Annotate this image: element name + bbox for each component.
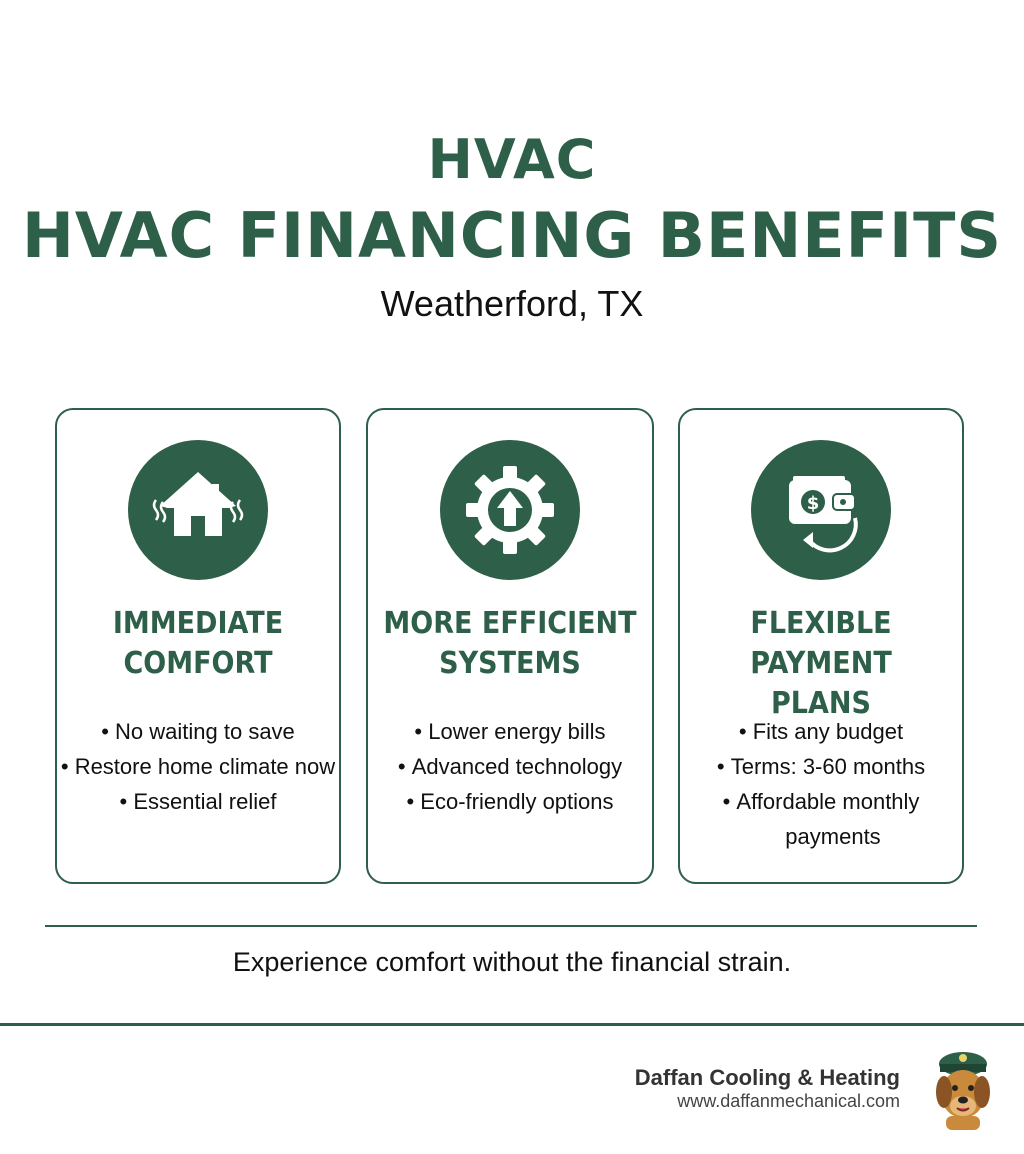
list-item: • Terms: 3-60 months [680, 749, 962, 784]
card-title [71, 604, 325, 684]
card-title-line: COMFORT [123, 646, 273, 681]
benefit-list [680, 714, 962, 854]
list-item-continuation: payments [785, 824, 881, 849]
card-title [694, 604, 948, 724]
card-title-line: MORE EFFICIENT [383, 606, 637, 641]
tagline: Experience comfort without the financial strain. [232, 947, 792, 977]
list-item: • Essential relief [57, 784, 339, 819]
gear-arrow-up-icon [440, 440, 580, 580]
dog-mascot-icon [932, 1048, 994, 1134]
list-item: • No waiting to save [57, 714, 339, 749]
location-subtitle: Weatherford, TX [380, 283, 644, 324]
svg-text:$: $ [806, 493, 820, 514]
benefit-list [368, 714, 652, 819]
footer-divider [0, 1023, 1024, 1026]
benefit-list [57, 714, 339, 819]
card-title-line: PLANS [771, 686, 871, 721]
card-title [382, 604, 638, 684]
benefit-card-efficient-systems [366, 408, 654, 884]
divider [45, 925, 977, 927]
list-item: • Fits any budget [680, 714, 962, 749]
company-name: Daffan Cooling & Heating [634, 1065, 900, 1090]
house-heat-icon [128, 440, 268, 580]
company-website: www.daffanmechanical.com [677, 1091, 900, 1111]
list-item: • Lower energy bills [368, 714, 652, 749]
card-title-line: FLEXIBLE PAYMENT [750, 606, 892, 681]
card-title-line: IMMEDIATE [112, 606, 284, 641]
wallet-dollar-icon [751, 440, 891, 580]
list-item: • Eco-friendly options [368, 784, 652, 819]
list-item: • Affordable monthly [680, 784, 962, 819]
title-top: HVAC [427, 128, 597, 191]
list-item: • Advanced technology [368, 749, 652, 784]
page-title: HVAC FINANCING BENEFITS [21, 199, 1003, 272]
benefit-card-immediate-comfort [55, 408, 341, 884]
list-item: • Restore home climate now [57, 749, 339, 784]
benefit-card-flexible-payment [678, 408, 964, 884]
card-title-line: SYSTEMS [439, 646, 581, 681]
